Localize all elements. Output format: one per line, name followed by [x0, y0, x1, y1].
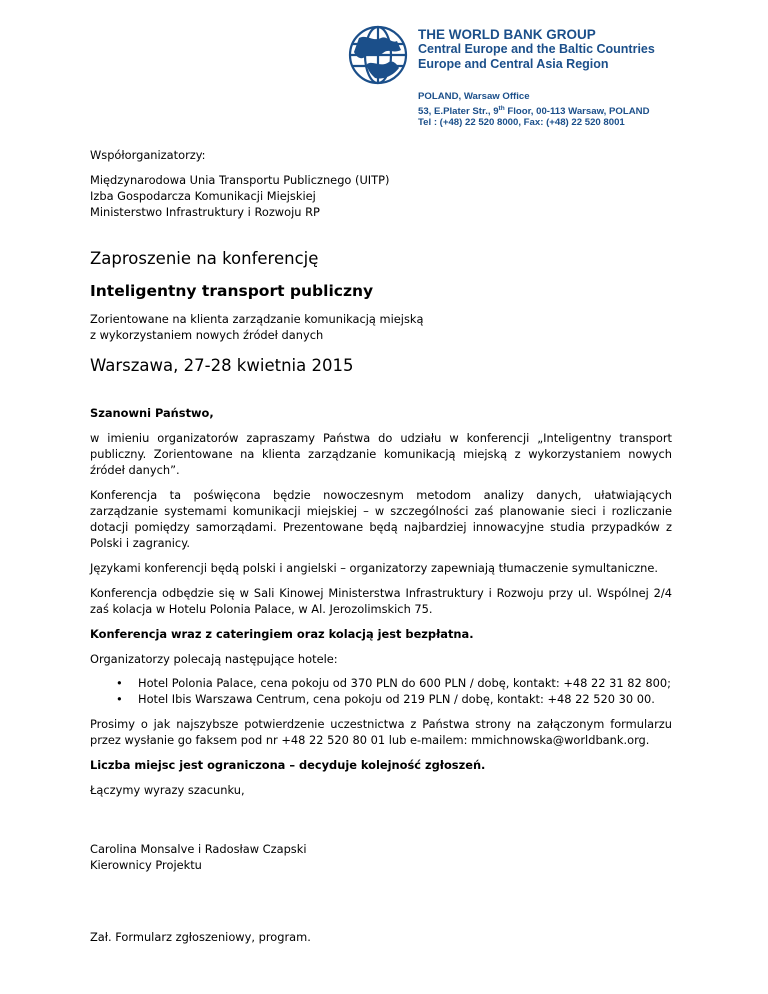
- coorganizers-list: [90, 172, 672, 220]
- signers: Carolina Monsalve i Radosław Czapski: [90, 842, 307, 856]
- coorganizer-item: Międzynarodowa Unia Transportu Publicznego (UITP): [90, 173, 390, 187]
- office-floor-suffix: th: [498, 104, 505, 112]
- office-line-3: Tel : (+48) 22 520 8000, Fax: (+48) 22 520 8001: [418, 117, 625, 129]
- invitation-title: Zaproszenie na konferencję: [90, 249, 319, 268]
- org-line-3: Europe and Central Asia Region: [418, 57, 609, 71]
- org-line-2: Central Europe and the Baltic Countries: [418, 42, 655, 56]
- subtitle-line-2: z wykorzystaniem nowych źródeł danych: [90, 328, 324, 342]
- office-street: 53, E.Plater Str., 9: [418, 105, 499, 117]
- office-line-2: [418, 103, 650, 118]
- bullet-icon: •: [116, 676, 123, 690]
- org-line-1: THE WORLD BANK GROUP: [418, 27, 596, 42]
- conference-name: Inteligentny transport publiczny: [90, 282, 374, 300]
- place-date: Warszawa, 27-28 kwietnia 2015: [90, 356, 354, 375]
- paragraph-3: Językami konferencji będą polski i angielski – organizatorzy zapewniają tłumaczenie symultaniczne.: [90, 561, 658, 575]
- coorganizers-label: Współorganizatorzy:: [90, 148, 206, 162]
- salutation: Szanowni Państwo,: [90, 406, 214, 420]
- world-bank-globe-logo-icon: [347, 24, 409, 86]
- bullet-icon: •: [116, 692, 123, 706]
- closing: Łączymy wyrazy szacunku,: [90, 783, 245, 797]
- organization-name: [418, 27, 655, 72]
- conference-subtitle: [90, 311, 672, 343]
- list-item: [90, 691, 672, 707]
- list-item: [90, 675, 672, 691]
- limited-seats-note: Liczba miejsc jest ograniczona – decyduje kolejność zgłoszeń.: [90, 758, 486, 772]
- coorganizer-item: Ministerstwo Infrastruktury i Rozwoju RP: [90, 205, 320, 219]
- office-address: [418, 91, 650, 129]
- office-line-1: POLAND, Warsaw Office: [418, 91, 530, 102]
- letterhead: [0, 0, 768, 130]
- signature-block: [90, 841, 672, 873]
- attachment-note: Zał. Formularz zgłoszeniowy, program.: [90, 930, 311, 944]
- paragraph-1: w imieniu organizatorów zapraszamy Państwa do udziału w konferencji „Inteligentny transport publiczny. Zorientowane na klienta zarządzanie komunikacją miejską z wykorzystaniem nowych źródeł danych”.: [90, 431, 672, 477]
- paragraph-4: Konferencja odbędzie się w Sali Kinowej Ministerstwa Infrastruktury i Rozwoju przy ul. Wspólnej 2/4 zaś kolacja w Hotelu Polonia Palace, w Al. Jerozolimskich 75.: [90, 586, 672, 616]
- coorganizer-item: Izba Gospodarcza Komunikacji Miejskiej: [90, 189, 316, 203]
- hotel-text: Hotel Polonia Palace, cena pokoju od 370 PLN do 600 PLN / dobę, kontakt: +48 22 31 82 800;: [138, 676, 671, 690]
- hotel-list: [90, 675, 672, 707]
- hotels-intro: Organizatorzy polecają następujące hotele:: [90, 652, 338, 666]
- free-admission-note: Konferencja wraz z cateringiem oraz kolacją jest bezpłatna.: [90, 627, 474, 641]
- paragraph-2: Konferencja ta poświęcona będzie nowoczesnym metodom analizy danych, ułatwiających zarządzanie systemami komunikacji miejskiej – w szczególności zaś planowanie sieci i rozliczanie dotacji pomiędzy samorządami. Prezentowane będą najbardziej innowacyjne studia przypadków z Polski i zagranicy.: [90, 488, 672, 550]
- signers-role: Kierownicy Projektu: [90, 858, 202, 872]
- hotel-text: Hotel Ibis Warszawa Centrum, cena pokoju od 219 PLN / dobę, kontakt: +48 22 520 30 00.: [138, 692, 655, 706]
- paragraph-rsvp: Prosimy o jak najszybsze potwierdzenie uczestnictwa z Państwa strony na załączonym formularzu przez wysłanie go faksem pod nr +48 22 520 80 01 lub e-mailem: mmichnowska@worldbank.org.: [90, 717, 672, 747]
- subtitle-line-1: Zorientowane na klienta zarządzanie komunikacją miejską: [90, 312, 424, 326]
- letter-body: [90, 147, 672, 945]
- office-city: Floor, 00-113 Warsaw, POLAND: [504, 105, 650, 117]
